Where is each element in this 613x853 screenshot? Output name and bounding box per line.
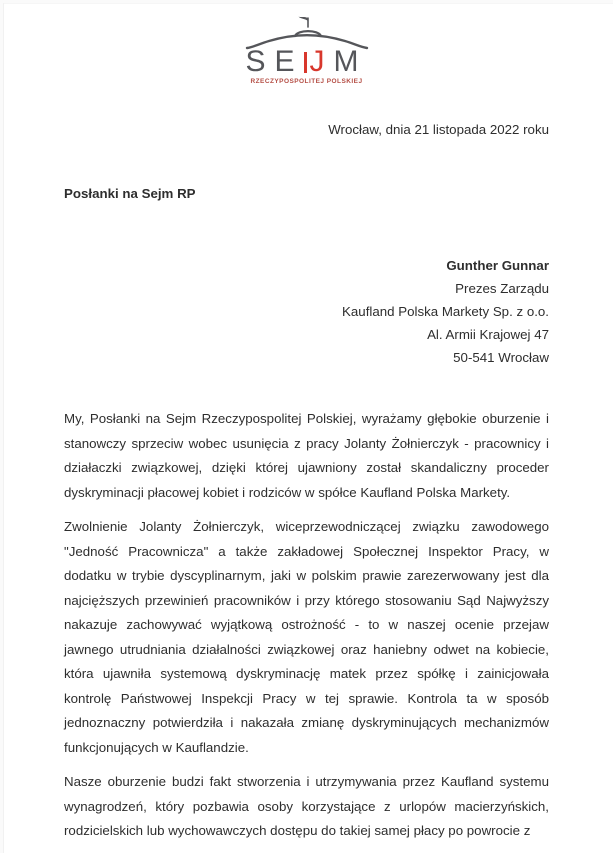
date-line: Wrocław, dnia 21 listopada 2022 roku	[328, 122, 549, 137]
logo-letter-m: M	[333, 45, 368, 78]
logo-subtitle: RZECZYPOSPOLITEJ POLSKIEJ	[250, 78, 363, 85]
letter-body	[64, 407, 549, 844]
recipient-line-street: Al. Armii Krajowej 47	[427, 327, 549, 342]
recipient-name: Gunther Gunnar	[446, 258, 549, 273]
recipient-line-company: Kaufland Polska Markety Sp. z o.o.	[342, 304, 549, 319]
paragraph-2: Zwolnienie Jolanty Żołnierczyk, wiceprzewodniczącej związku zawodowego "Jedność Pracownicza" a także zakładowej Społecznej Inspektor Pracy, w dodatku w trybie dyscyplinarnym, jaki w polskim prawie zarezerwowany jest dla najcięższych przewinień pracowników i przy którego stosowaniu Sąd Najwyższy nakazuje zachowywać wyjątkową ostrożność - to w naszej ocenie przejaw jawnego utrudniania działalności związkowej oraz haniebny odwet na kobiecie, która ujawniła systemową dyskryminację matek przez spółkę i zainicjowała kontrolę Państwowej Inspekcji Pracy w tej sprawie. Kontrola ta w sposób jednoznaczny potwierdziła i nakazała zmianę dyskryminujących mechanizmów funkcjonujących w Kauflandzie.	[64, 519, 549, 755]
logo-title	[245, 47, 367, 77]
paragraph-1: My, Posłanki na Sejm Rzeczypospolitej Polskiej, wyrażamy głębokie oburzenie i stanowczy sprzeciw wobec usunięcia z pracy Jolanty Żołnierczyk - pracownicy i działaczki związkowej, dzięki której ujawniony został skandaliczny proceder dyskryminacji płacowej kobiet i rodziców w spółce Kaufland Polska Markety.	[64, 411, 549, 500]
recipient-line-title: Prezes Zarządu	[455, 281, 549, 296]
paragraph-3: Nasze oburzenie budzi fakt stworzenia i utrzymywania przez Kaufland systemu wynagrodzeń, który pozbawia osoby korzystające z urlopów macierzyńskich, rodzicielskich lub wychowawczych dostępu do takiej samej płacy po powrocie z	[64, 774, 549, 838]
logo-j-bar	[304, 52, 307, 73]
logo-letter-j: J	[304, 47, 334, 77]
logo-letters-se: SE	[245, 45, 304, 78]
sejm-logo	[0, 0, 613, 85]
recipient-block	[64, 254, 549, 369]
letter-content	[0, 122, 613, 844]
recipient-line-city: 50-541 Wrocław	[453, 350, 549, 365]
sender-heading: Posłanki na Sejm RP	[64, 186, 196, 201]
